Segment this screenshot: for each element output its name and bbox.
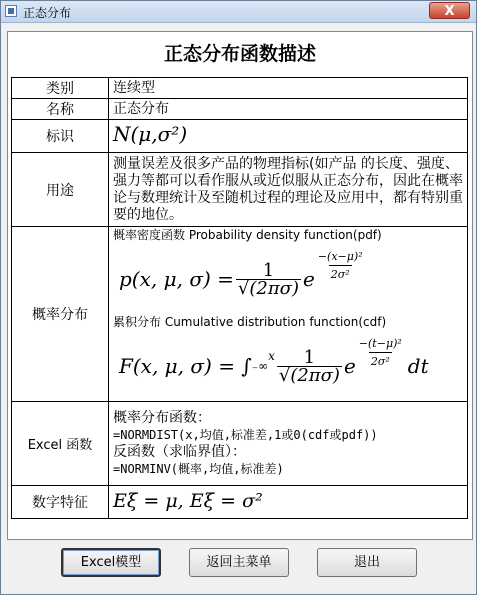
table-row [12, 227, 468, 402]
excel-line: 概率分布函数： [113, 409, 211, 426]
cdf-caption: 累积分布 Cumulative distribution function(cdf) [113, 315, 387, 329]
usage-label: 用途 [12, 153, 109, 227]
features-formula: Eξ = μ, Eξ = σ² [113, 489, 263, 512]
exit-button[interactable]: 退出 [317, 548, 417, 577]
notation-formula: N(μ,σ²) [113, 122, 188, 146]
excel-line: =NORMDIST(x,均值,标准差,1或0(cdf或pdf)) [113, 427, 378, 442]
app-icon [5, 5, 17, 17]
cdf-formula: F(x, μ, σ) = ∫ ₋∞ x $\frac{1}{√(2\pi\sigma)}$ e −(t−μ)² 2σ² dt [119, 336, 429, 386]
notation-label: 标识 [12, 120, 109, 153]
name-label: 名称 [12, 99, 109, 120]
description-panel [7, 31, 473, 540]
usage-value: 测量误差及很多产品的物理指标(如产品 的长度、强度、强力等都可以看作服从或近似服从正态分布，因此在概率论与数理统计及至随机过程的理论及应用中，都有特别重要的地位。 [109, 153, 468, 227]
window-title: 正态分布 [23, 6, 72, 20]
table-row [12, 99, 468, 120]
back-to-main-menu-button[interactable]: 返回主菜单 [189, 548, 289, 577]
close-button[interactable]: X [429, 2, 470, 19]
excel-model-button[interactable]: Excel模型 [61, 548, 161, 577]
features-label: 数字特征 [12, 486, 109, 519]
table-row [12, 153, 468, 227]
title-bar[interactable] [1, 1, 476, 23]
pdf-formula: p(x, μ, σ) = $\frac{1}{√(2\pi\sigma)}$ e −(x−μ)² 2σ² [119, 249, 363, 299]
table-row [12, 486, 468, 519]
name-value: 正态分布 [109, 99, 468, 120]
distribution-label: 概率分布 [12, 227, 109, 402]
page-title: 正态分布函数描述 [163, 43, 316, 65]
pdf-caption: 概率密度函数 Probability density function(pdf) [113, 228, 382, 242]
table-row [12, 120, 468, 153]
excel-line: =NORMINV(概率,均值,标准差) [113, 461, 284, 476]
table-row [12, 402, 468, 486]
table-row [12, 78, 468, 99]
category-value: 连续型 [109, 78, 468, 99]
excel-label: Excel 函数 [12, 402, 109, 486]
info-table [11, 77, 468, 519]
excel-line: 反函数（求临界值）： [113, 443, 246, 460]
category-label: 类别 [12, 78, 109, 99]
